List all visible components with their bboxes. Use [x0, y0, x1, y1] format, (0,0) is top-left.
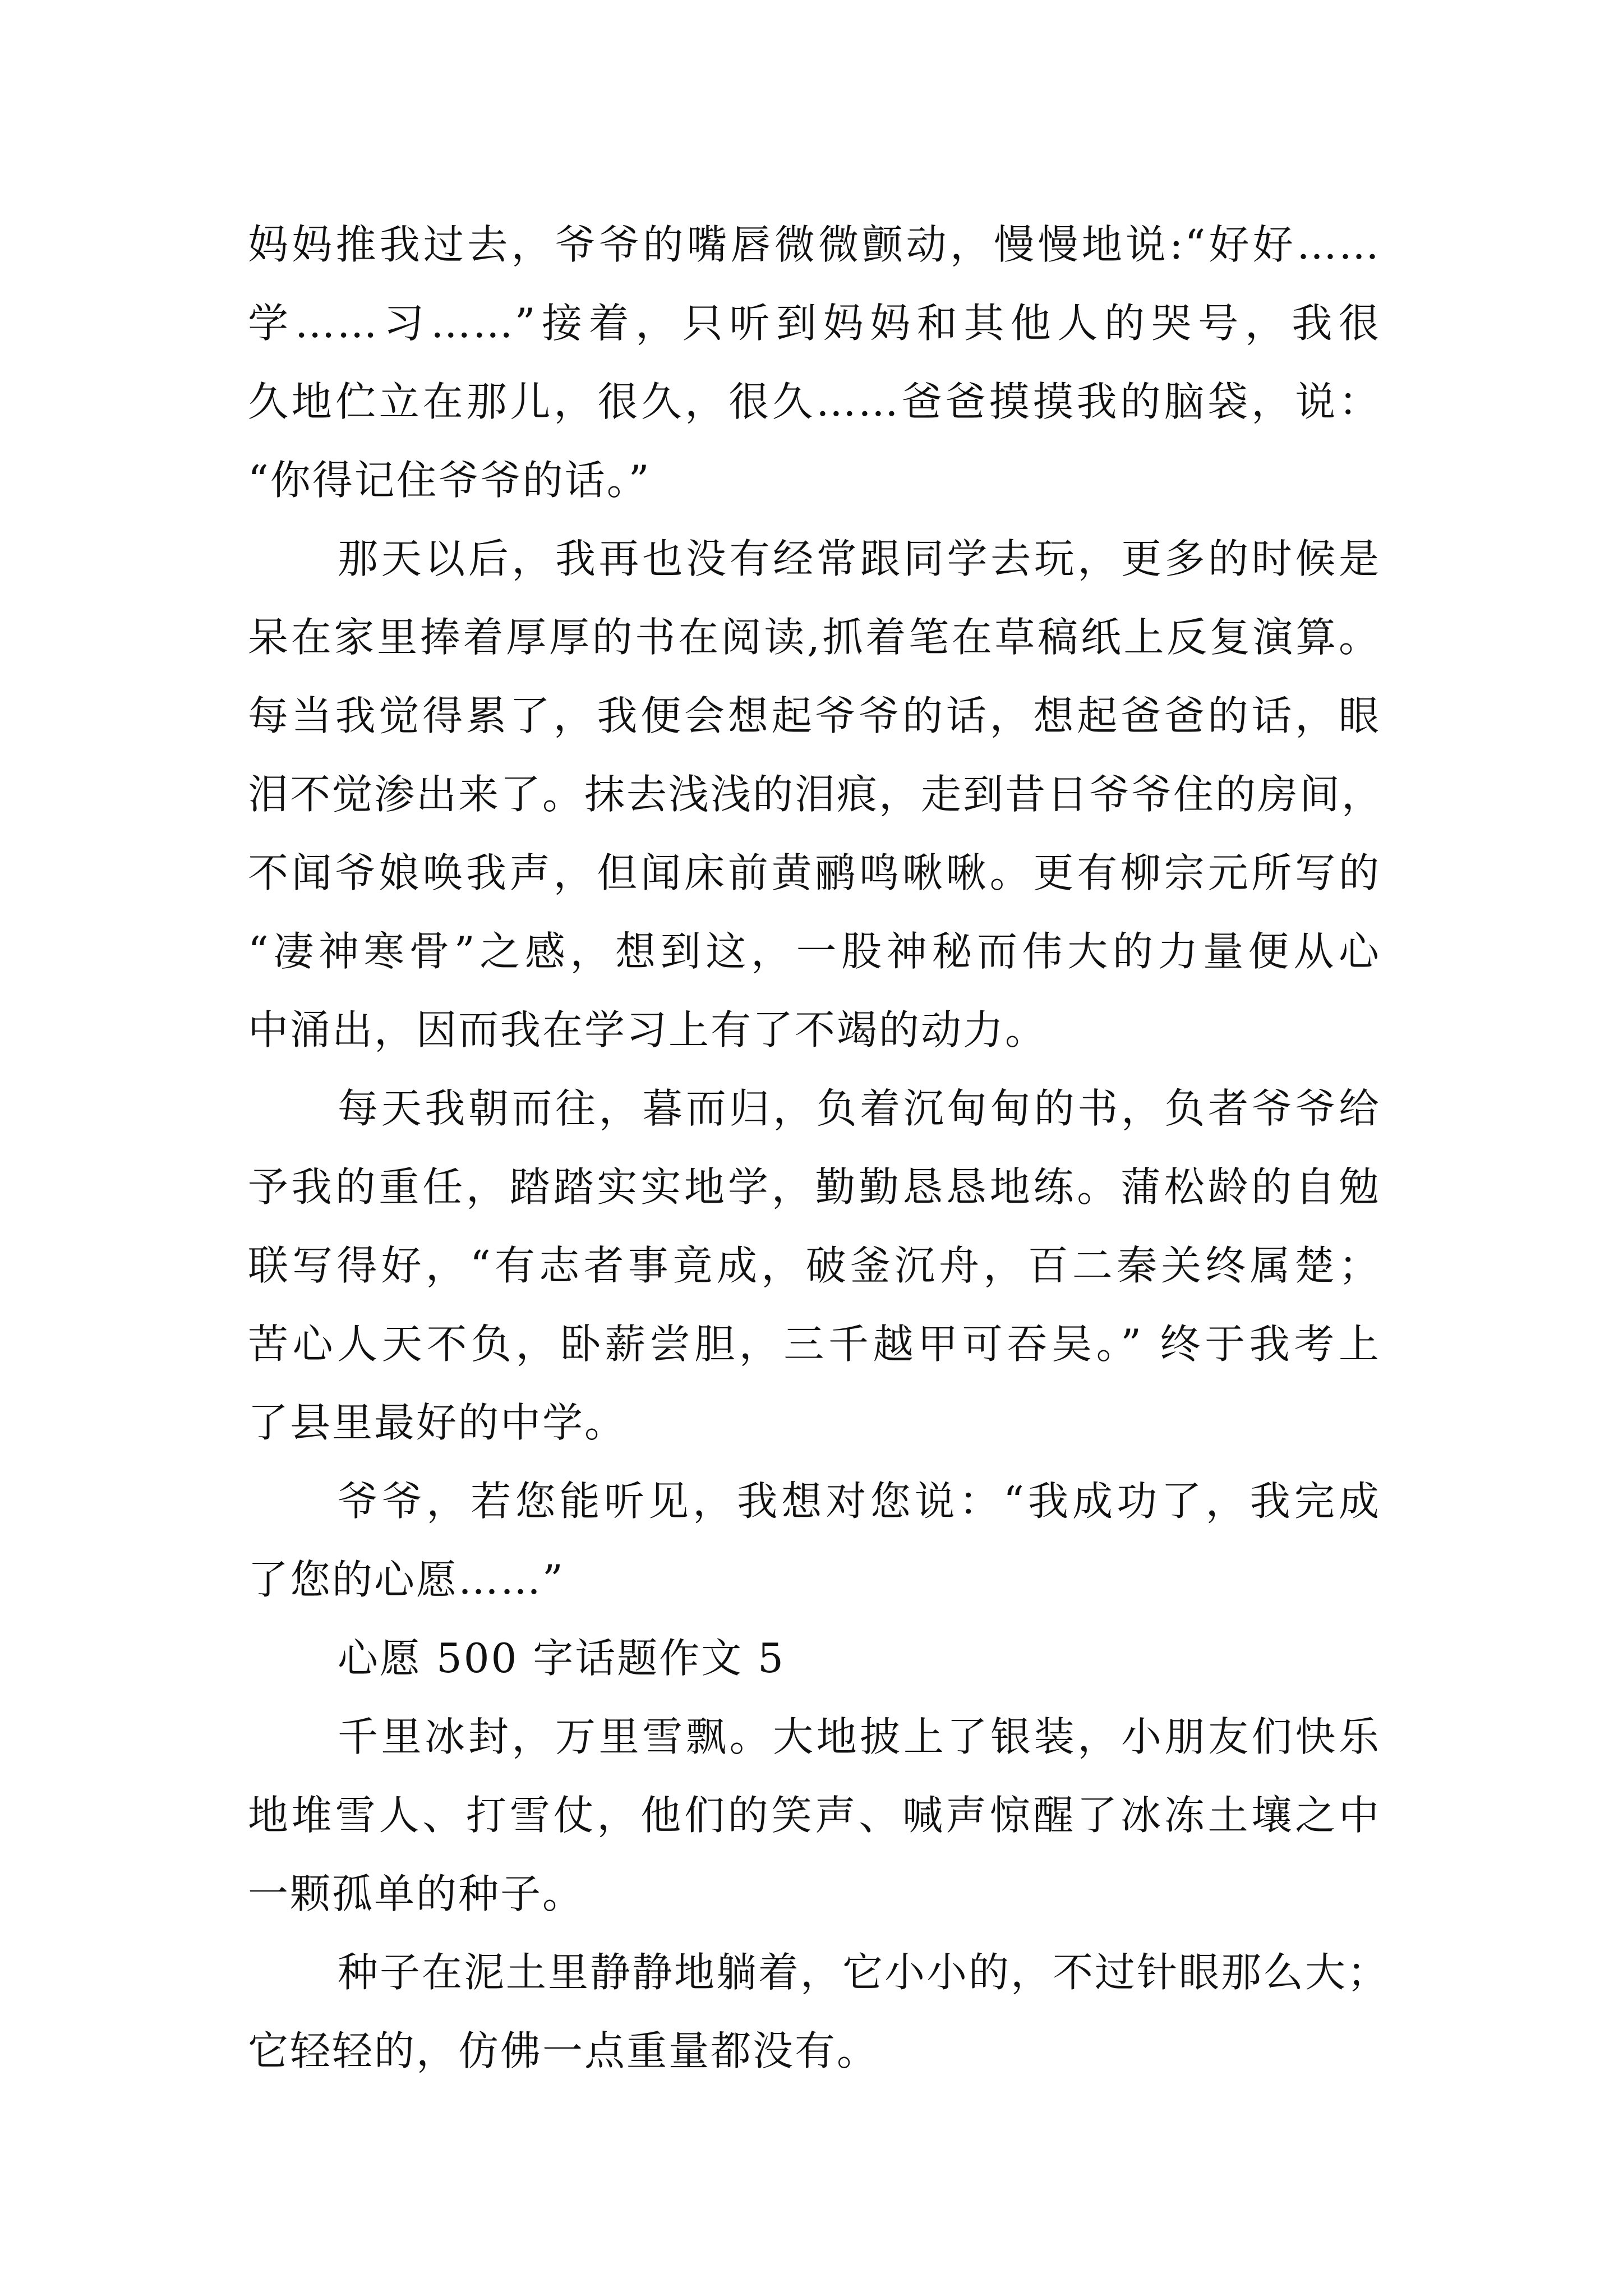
text-line: 联写得好，“有志者事竟成，破釜沉舟，百二秦关终属楚；	[248, 1242, 1381, 1289]
text-line: 泪不觉渗出来了。抹去浅浅的泪痕，走到昔日爷爷住的房间，	[248, 771, 1384, 818]
text-line: 它轻轻的，仿佛一点重量都没有。	[248, 2027, 879, 2074]
text-line: 了您的心愿……”	[248, 1556, 565, 1603]
text-line: “凄神寒骨”之感，想到这，一股神秘而伟大的力量便从心	[248, 928, 1381, 975]
text-line: 了县里最好的中学。	[248, 1399, 627, 1446]
text-line: 不闻爷娘唤我声，但闻床前黄鹂鸣啾啾。更有柳宗元所写的	[248, 849, 1381, 896]
text-line: 苦心人天不负，卧薪尝胆，三千越甲可吞吴。” 终于我考上	[248, 1320, 1381, 1368]
text-line: 学……习……”接着，只听到妈妈和其他人的哭号，我很	[248, 300, 1381, 347]
section-heading: 心愿 500 字话题作文 5	[338, 1635, 785, 1682]
paragraph-start-line: 爷爷，若您能听见，我想对您说：“我成功了，我完成	[338, 1478, 1381, 1525]
paragraph-start-line: 每天我朝而往，暮而归，负着沉甸甸的书，负者爷爷给	[338, 1085, 1381, 1132]
text-line: 一颗孤单的种子。	[248, 1870, 585, 1917]
document-page	[248, 205, 1390, 2090]
text-line: 每当我觉得累了，我便会想起爷爷的话，想起爸爸的话，眼	[248, 692, 1381, 739]
text-line: 中涌出，因而我在学习上有了不竭的动力。	[248, 1006, 1048, 1053]
paragraph-start-line: 千里冰封，万里雪飘。大地披上了银装，小朋友们快乐	[338, 1713, 1381, 1760]
paragraph-start-line: 种子在泥土里静静地躺着，它小小的，不过针眼那么大；	[338, 1949, 1390, 1996]
text-line: 久地伫立在那儿，很久，很久……爸爸摸摸我的脑袋，说：	[248, 378, 1381, 425]
text-line: 妈妈推我过去，爷爷的嘴唇微微颤动，慢慢地说:“好好……	[248, 221, 1381, 268]
paragraph-start-line: 那天以后，我再也没有经常跟同学去玩，更多的时候是	[338, 535, 1381, 582]
text-line: 呆在家里捧着厚厚的书在阅读,抓着笔在草稿纸上反复演算。	[248, 614, 1381, 661]
text-line: 予我的重任，踏踏实实地学，勤勤恳恳地练。蒲松龄的自勉	[248, 1163, 1381, 1211]
text-line: 地堆雪人、打雪仗，他们的笑声、喊声惊醒了冰冻土壤之中	[248, 1792, 1381, 1839]
text-line: “你得记住爷爷的话。”	[248, 457, 651, 504]
